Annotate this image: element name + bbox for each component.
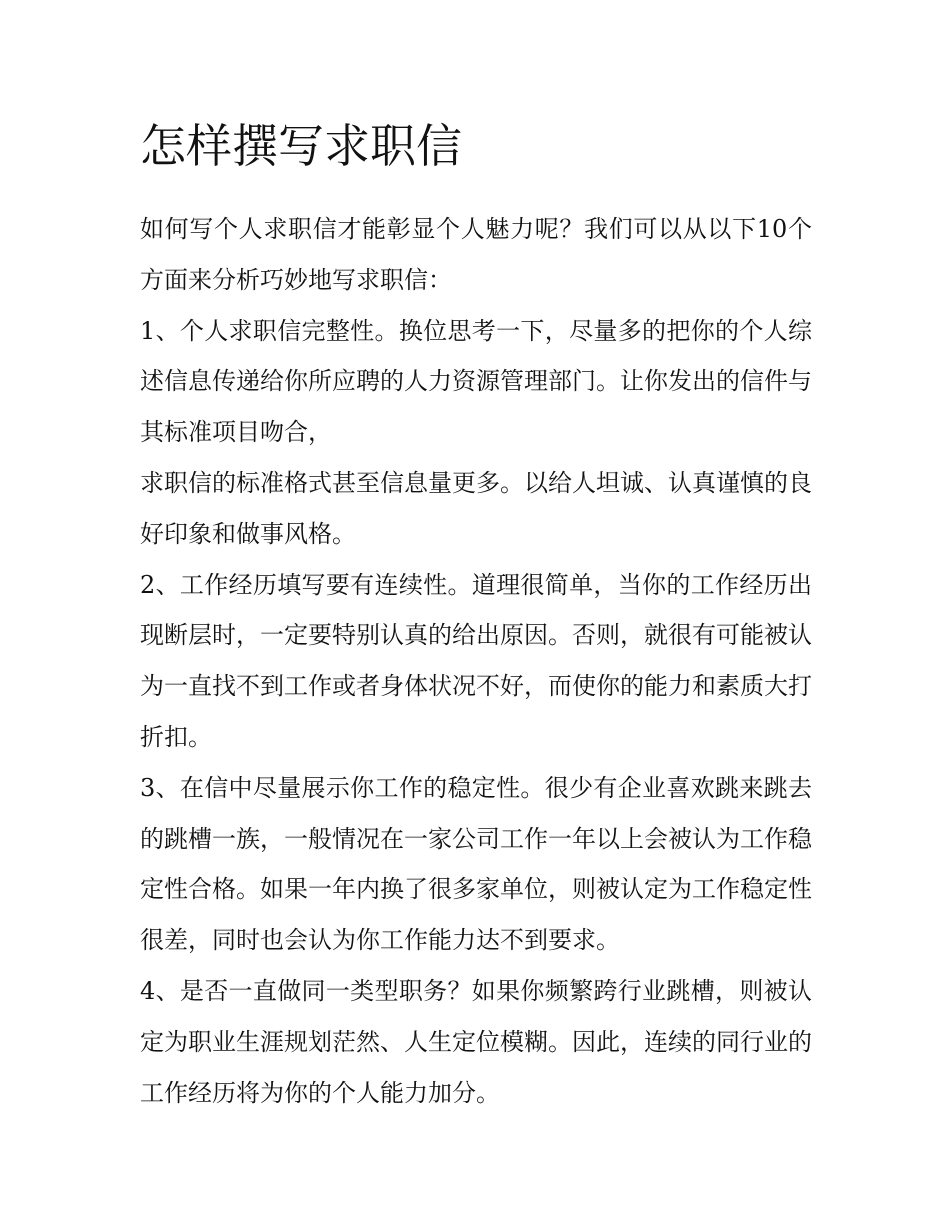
paragraph-point-1: 1、个人求职信完整性。换位思考一下，尽量多的把你的个人综述信息传递给你所应聘的人力资源管理部门。让你发出的信件与其标准项目吻合，: [140, 316, 812, 447]
document-body: [140, 112, 812, 1118]
document-title: 怎样撰写求职信: [140, 119, 462, 173]
paragraph-point-2: 2、工作经历填写要有连续性。道理很简单，当你的工作经历出现断层时，一定要特别认真的给出原因。否则，就很有可能被认为一直找不到工作或者身体状况不好，而使你的能力和素质大打折扣。: [140, 570, 812, 751]
paragraph-point-1-continued: 求职信的标准格式甚至信息量更多。以给人坦诚、认真谨慎的良好印象和做事风格。: [140, 468, 812, 548]
paragraph-intro: 如何写个人求职信才能彰显个人魅力呢？我们可以从以下10个方面来分析巧妙地写求职信：: [140, 215, 812, 294]
paragraph-point-4: 4、是否一直做同一类型职务？如果你频繁跨行业跳槽，则被认定为职业生涯规划茫然、人生定位模糊。因此，连续的同行业的工作经历将为你的个人能力加分。: [140, 976, 812, 1107]
paragraph-point-3: 3、在信中尽量展示你工作的稳定性。很少有企业喜欢跳来跳去的跳槽一族，一般情况在一家公司工作一年以上会被认为工作稳定性合格。如果一年内换了很多家单位，则被认定为工作稳定性很差，同时也会认为你工作能力达不到要求。: [140, 773, 812, 955]
